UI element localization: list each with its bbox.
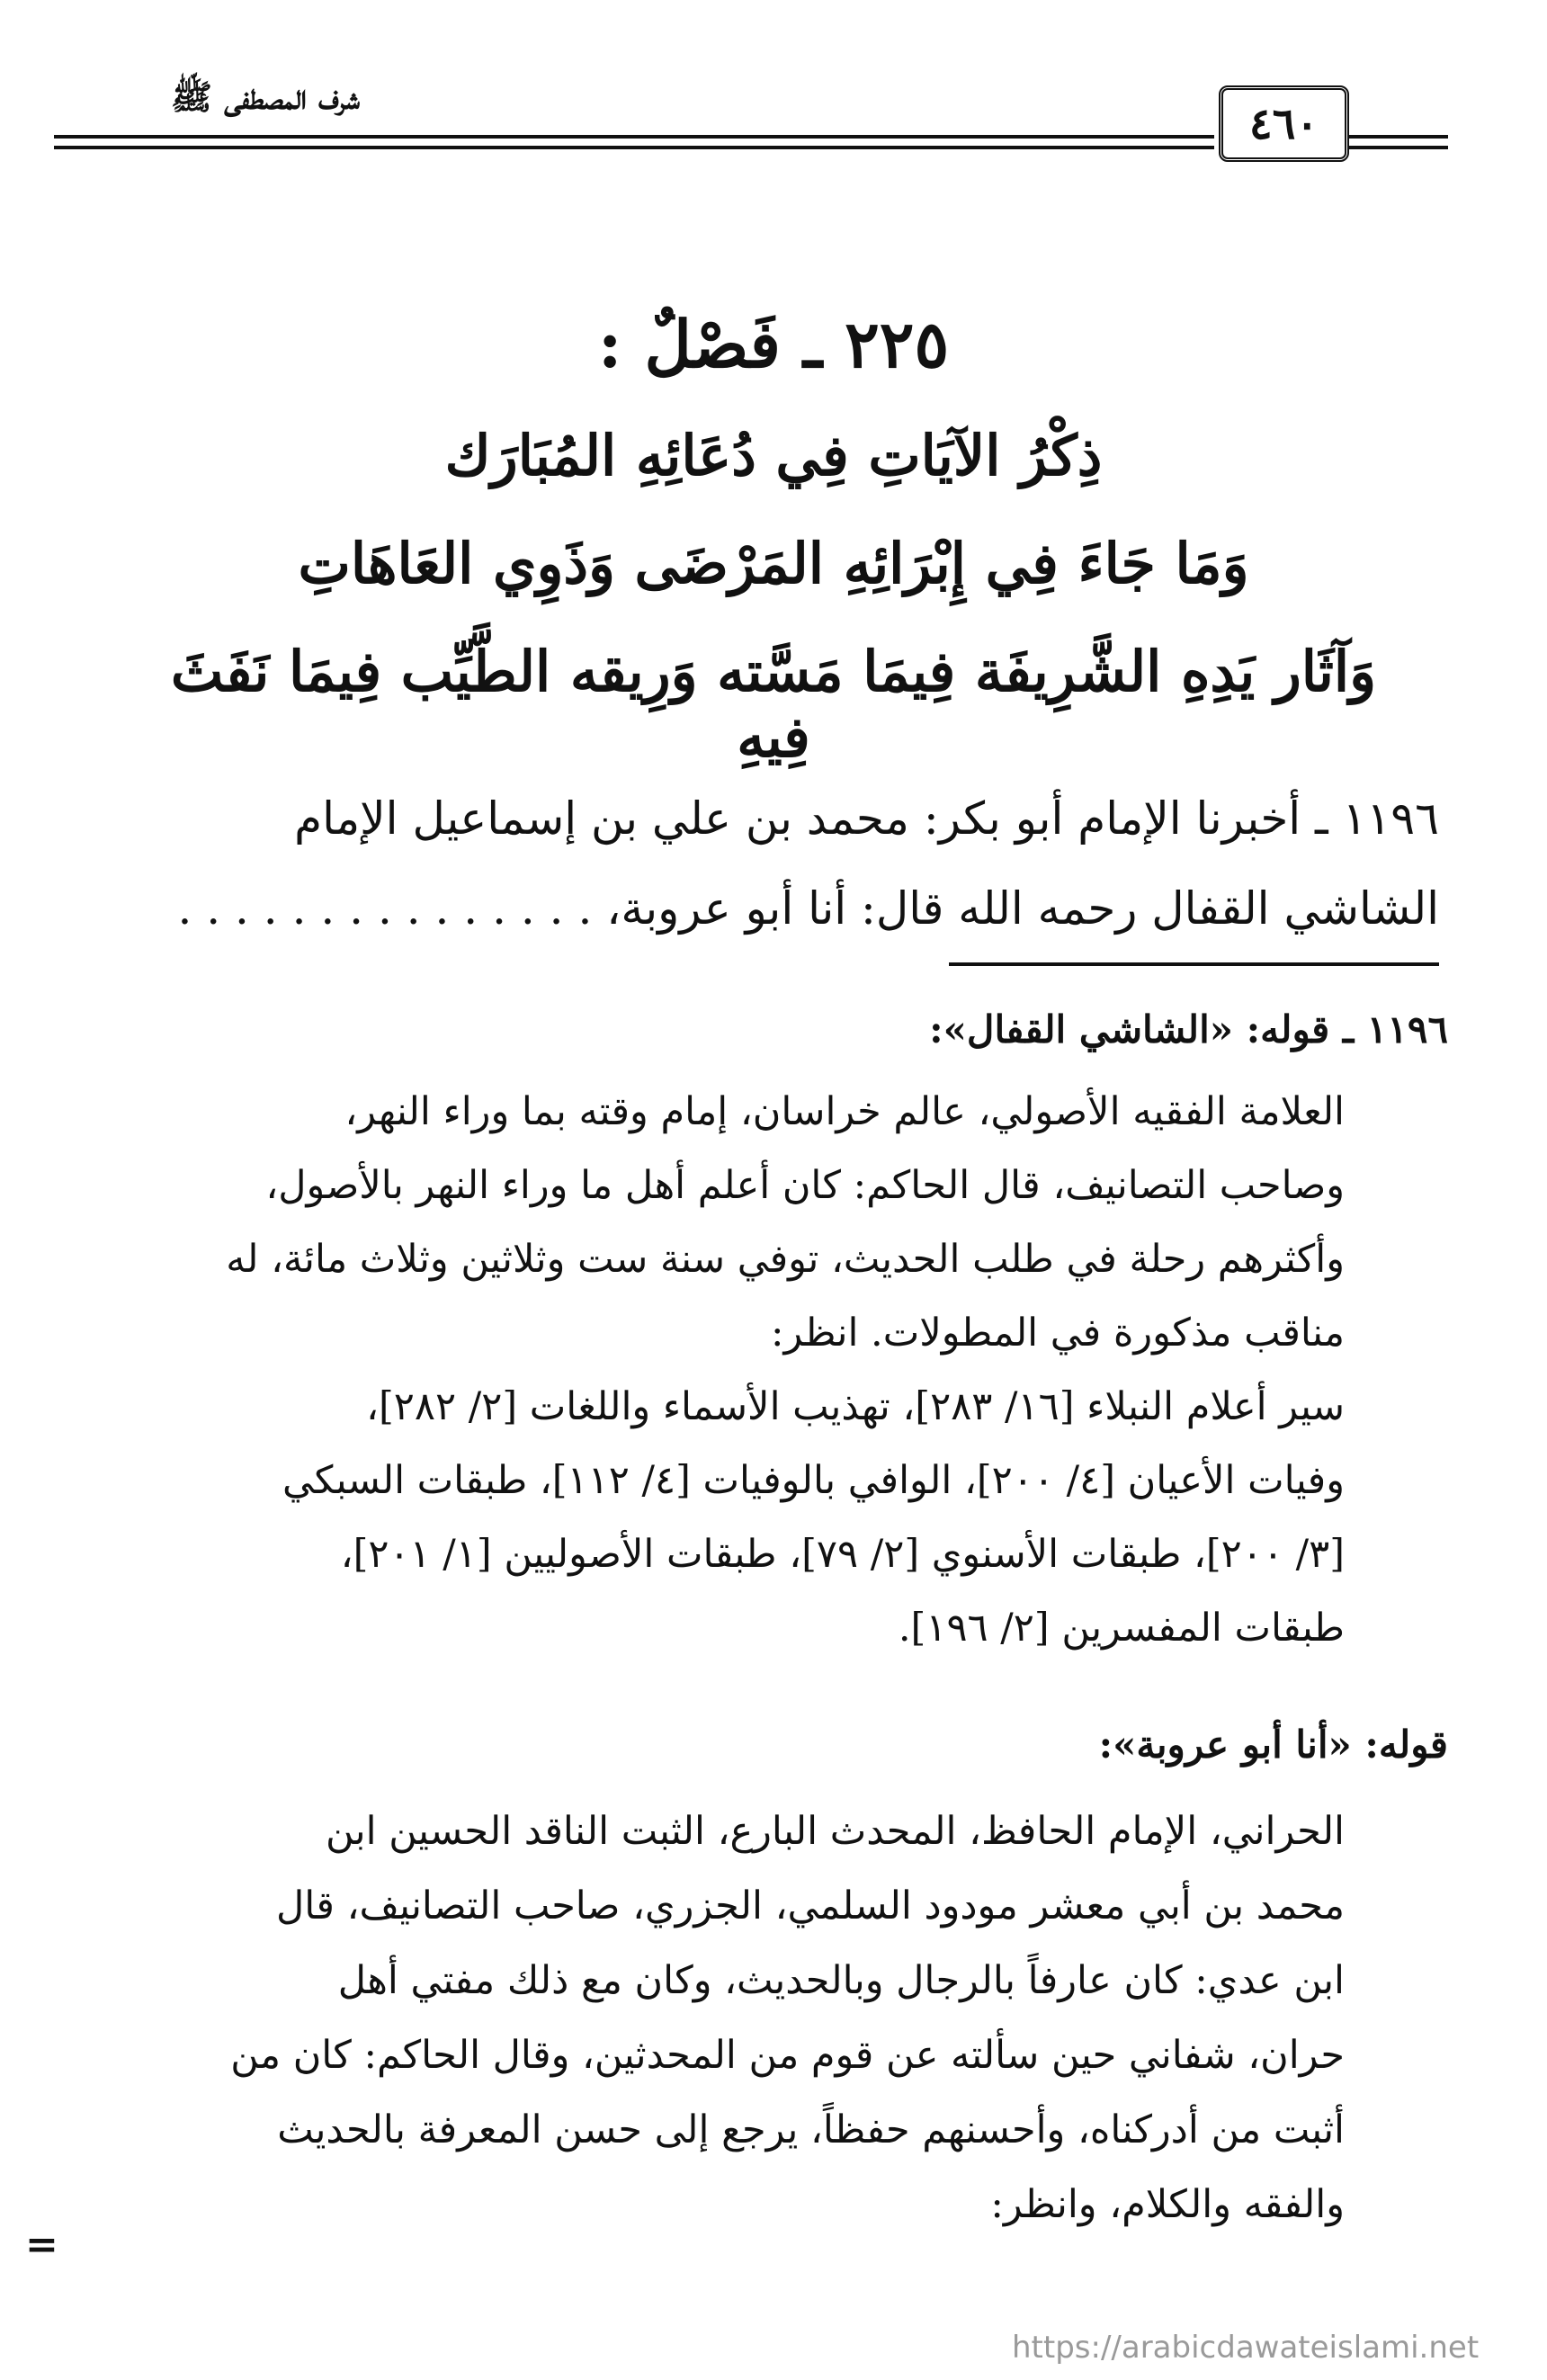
page-number: ٤٦٠ xyxy=(1248,98,1319,149)
note-head-text: ١١٩٦ ـ قوله: «الشاشي القفال»: xyxy=(929,1007,1448,1051)
main-text-fragment: الشاشي القفال رحمه الله قال: أنا أبو عروبة، xyxy=(606,882,1439,935)
note-line: [٣/ ٢٠٠]، طبقات الأسنوي [٢/ ٧٩]، طبقات الأصوليين [١/ ٢٠١]، xyxy=(340,1532,1345,1577)
note-line: الحراني، الإمام الحافظ، المحدث البارع، الثبت الناقد الحسين ابن xyxy=(325,1809,1345,1854)
header-rule xyxy=(54,135,1214,153)
section-title-line: وَآثَار يَدِهِ الشَّرِيفَة فِيمَا مَسَّته وَرِيقه الطَّيِّب فِيمَا نَفَثَ فِيهِ xyxy=(170,639,1377,770)
section-title-line: ذِكْرُ الآيَاتِ فِي دُعَائِهِ المُبَارَك xyxy=(444,423,1103,488)
note-line: وفيات الأعيان [٤/ ٢٠٠]، الوافي بالوفيات [٤/ ١١٢]، طبقات السبكي xyxy=(282,1458,1345,1503)
note-heading xyxy=(58,1007,1448,1052)
footnote-separator xyxy=(949,962,1439,966)
note-line: ابن عدي: كان عارفاً بالرجال وبالحديث، وكان مع ذلك مفتي أهل xyxy=(337,1958,1345,2003)
header-rule-right xyxy=(1349,135,1448,153)
main-text-line xyxy=(63,863,1439,953)
running-header-title: شرف المصطفى ﷺ xyxy=(171,76,360,117)
note-line: أثبت من أدركناه، وأحسنهم حفظاً، يرجع إلى حسن المعرفة بالحديث xyxy=(277,2107,1345,2152)
main-text-line: ١١٩٦ ـ أخبرنا الإمام أبو بكر: محمد بن علي بن إسماعيل الإمام xyxy=(294,792,1439,845)
note-line: والفقه والكلام، وانظر: xyxy=(990,2182,1345,2227)
section-title-line: وَمَا جَاءَ فِي إِبْرَائِهِ المَرْضَى وَذَوِي العَاهَاتِ xyxy=(298,531,1249,596)
note-body xyxy=(58,1075,1448,1665)
watermark-url: https://arabicdawateislami.net xyxy=(1012,2330,1480,2366)
note-line: سير أعلام النبلاء [١٦/ ٢٨٣]، تهذيب الأسماء واللغات [٢/ ٢٨٢]، xyxy=(366,1384,1345,1429)
note-line: العلامة الفقيه الأصولي، عالم خراسان، إمام وقته بما وراء النهر، xyxy=(344,1089,1345,1134)
note-head-text: قوله: «أنا أبو عروبة»: xyxy=(1098,1722,1448,1767)
note-heading xyxy=(58,1722,1448,1767)
main-text xyxy=(63,774,1439,953)
note-line: طبقات المفسرين [٢/ ١٩٦]. xyxy=(898,1606,1345,1651)
note-line: وأكثرهم رحلة في طلب الحديث، توفي سنة ست وثلاثين وثلاث مائة، له xyxy=(226,1237,1345,1282)
note-line: وصاحب التصانيف، قال الحاكم: كان أعلم أهل ما وراء النهر بالأصول، xyxy=(265,1163,1345,1208)
ellipsis-dots: . . . . . . . . . . . . . . . xyxy=(177,882,593,935)
continuation-mark: = xyxy=(25,2222,58,2268)
page-number-box xyxy=(1219,85,1349,162)
note-body xyxy=(58,1794,1448,2242)
note-line: محمد بن أبي معشر مودود السلمي، الجزري، صاحب التصانيف، قال xyxy=(276,1883,1345,1928)
note-line: حران، شفاني حين سألته عن قوم من المحدثين، وقال الحاكم: كان من xyxy=(230,2033,1345,2078)
note-line: مناقب مذكورة في المطولات. انظر: xyxy=(770,1311,1345,1356)
section-number-title: ٢٢٥ ـ فَصْلٌ : xyxy=(597,306,950,382)
